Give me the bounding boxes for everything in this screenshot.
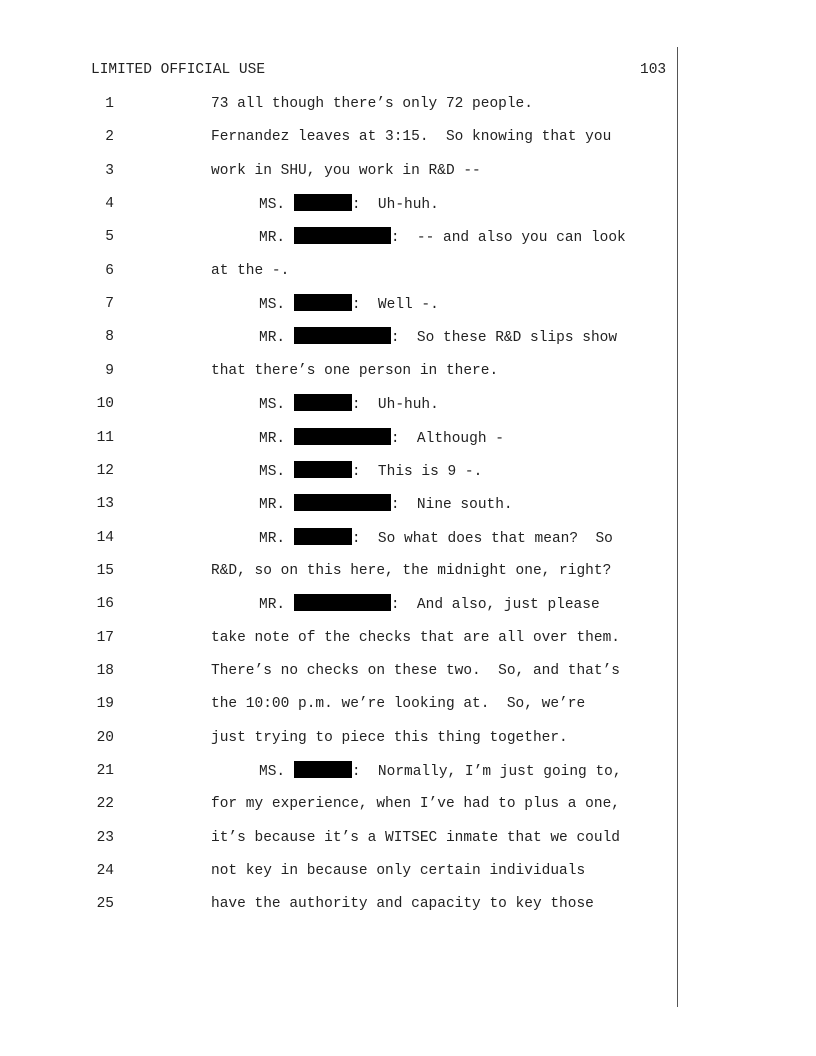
text-segment: MR. [259,530,294,547]
text-segment: MR. [259,430,294,447]
redaction-box [294,494,391,511]
text-segment: not key in because only certain individuals [211,863,586,880]
text-segment: : So these R&D slips show [390,330,618,347]
text-segment: : And also, just please [390,597,600,614]
line-text [259,761,622,782]
line-number: 17 [96,629,114,646]
redaction-box [294,594,391,611]
line-number: 14 [96,529,114,546]
redaction-box [294,294,352,311]
line-text [211,728,568,748]
transcript-line [0,728,816,748]
line-text [259,428,504,449]
text-segment: MS. [259,297,294,314]
text-segment: it’s because it’s a WITSEC inmate that we could [211,829,620,846]
line-number: 2 [105,129,114,146]
line-number: 21 [96,763,114,779]
transcript-line [0,127,816,147]
transcript-line [0,94,816,114]
transcript-line [0,861,816,881]
text-segment: work in SHU, you work in R&D -- [211,162,481,179]
text-segment: take note of the checks that are all over them. [211,629,620,646]
line-number: 3 [105,162,114,179]
line-number: 10 [96,396,114,413]
text-segment: MR. [259,497,294,514]
line-number: 22 [96,796,114,813]
line-number: 24 [96,863,114,880]
text-segment: : This is 9 -. [351,463,483,480]
text-segment: R&D, so on this here, the midnight one, right? [211,562,612,579]
transcript-line [0,828,816,848]
line-number: 9 [105,362,114,379]
line-number: 25 [96,896,114,913]
text-segment: for my experience, when I’ve had to plus a one, [211,796,620,813]
line-text [259,528,613,549]
redaction-box [294,761,352,778]
line-text [211,127,611,147]
line-text [211,161,481,181]
line-number: 4 [105,196,114,213]
redaction-box [294,327,391,344]
text-segment: that there’s one person in there. [211,362,499,379]
text-segment: : Well -. [351,297,439,314]
transcript-line [0,894,816,914]
redaction-box [294,428,391,445]
line-number: 7 [105,296,114,313]
transcript-line [0,494,816,514]
text-segment: There’s no checks on these two. So, and that’s [211,662,620,679]
transcript-line [0,794,816,814]
transcript-line [0,661,816,681]
line-text [211,694,585,714]
text-segment: : So what does that mean? So [351,530,613,547]
redaction-box [294,461,352,478]
text-segment: the 10:00 p.m. we’re looking at. So, we’re [211,696,586,713]
redaction-box [294,194,352,211]
line-text [259,461,482,482]
text-segment: : -- and also you can look [390,230,626,247]
transcript-line [0,428,816,448]
text-segment: MR. [259,330,294,347]
line-number: 16 [96,596,114,613]
line-number: 1 [105,96,114,112]
line-number: 18 [96,662,114,679]
line-text [211,628,620,648]
text-segment: at the -. [211,262,290,279]
line-text [259,294,439,315]
text-segment: just trying to piece this thing together. [211,729,568,746]
text-segment: MR. [259,597,294,614]
text-segment: MR. [259,230,294,247]
line-text [259,327,617,348]
line-number: 6 [105,262,114,279]
transcript-line [0,394,816,414]
text-segment: 73 all though there’s only 72 people. [211,96,533,112]
line-number: 23 [96,829,114,846]
classification-marking: LIMITED OFFICIAL USE [91,62,266,78]
line-text [259,227,626,248]
text-segment: : Uh-huh. [351,397,439,414]
transcript-line [0,194,816,214]
line-text [211,361,498,381]
line-number: 8 [105,329,114,346]
text-segment: MS. [259,197,294,214]
line-number: 13 [96,496,114,513]
transcript-line [0,327,816,347]
transcript-line [0,461,816,481]
text-segment: have the authority and capacity to key those [211,896,594,913]
text-segment: MS. [259,397,294,414]
line-text [259,394,439,415]
transcript-line [0,561,816,581]
transcript-line [0,261,816,281]
transcript-line [0,161,816,181]
transcript-line [0,227,816,247]
transcript-line [0,761,816,781]
transcript-line [0,694,816,714]
line-number: 20 [96,729,114,746]
redaction-box [294,227,391,244]
transcript-line [0,528,816,548]
transcript-line [0,294,816,314]
line-number: 11 [96,429,114,446]
text-segment: Fernandez leaves at 3:15. So knowing that you [211,129,612,146]
page-number: 103 [640,62,667,78]
line-number: 15 [96,562,114,579]
transcript-line [0,361,816,381]
redaction-box [294,394,352,411]
transcript-line [0,594,816,614]
text-segment: MS. [259,764,294,780]
line-text [259,594,600,615]
text-segment: : Nine south. [390,497,513,514]
line-text [211,261,289,281]
line-text [211,894,594,914]
line-text [211,94,533,114]
line-text [259,194,439,215]
line-number: 12 [96,462,114,479]
line-text [211,661,620,681]
text-segment: : Although - [390,430,504,447]
line-text [259,494,513,515]
line-number: 5 [105,229,114,246]
line-text [211,861,585,881]
text-segment: : Normally, I’m just going to, [351,764,622,780]
transcript-line [0,628,816,648]
redaction-box [294,528,352,545]
line-number: 19 [96,696,114,713]
line-text [211,561,611,581]
line-text [211,828,620,848]
line-text [211,794,620,814]
text-segment: : Uh-huh. [351,197,439,214]
text-segment: MS. [259,463,294,480]
